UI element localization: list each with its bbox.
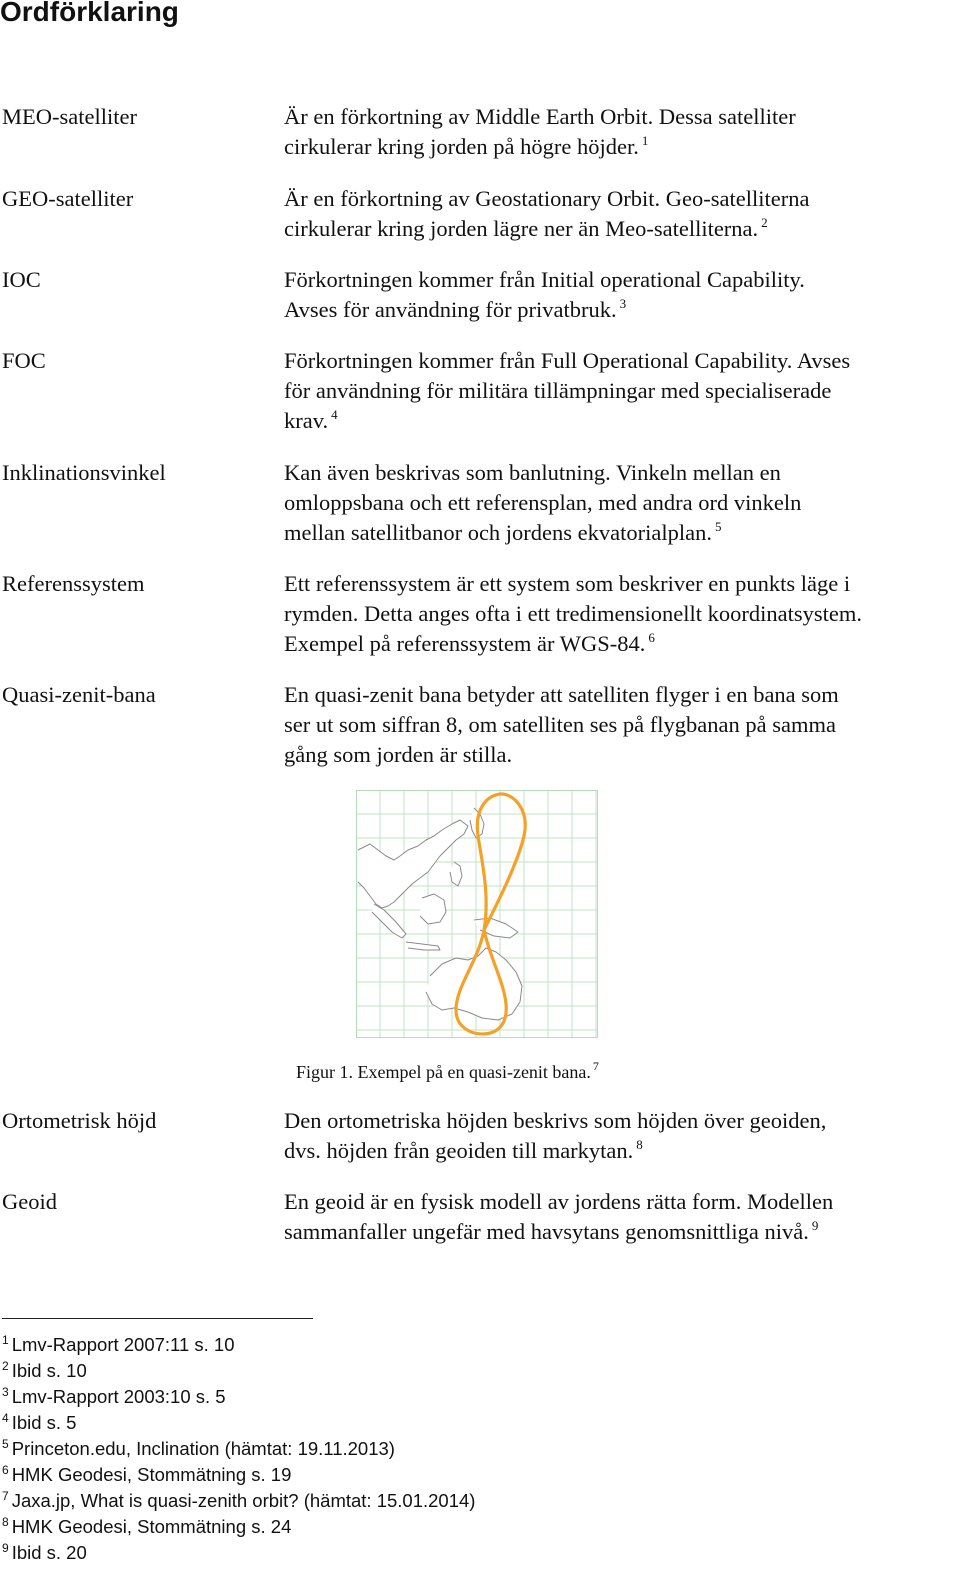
page-title: Ordförklaring — [0, 0, 179, 27]
footnote-ref[interactable]: 7 — [592, 1059, 599, 1073]
glossary-definition — [284, 1187, 960, 1247]
definition-text: Den ortometriska höjden beskrivs som höjden över geoiden, dvs. höjden från geoiden till markytan. — [284, 1108, 827, 1163]
footnote-ref[interactable]: 9 — [811, 1218, 819, 1233]
glossary-definition — [284, 680, 960, 770]
footnote-number: 5 — [2, 1437, 9, 1451]
footnote-2 — [2, 1358, 87, 1384]
glossary-term: Quasi-zenit-bana — [2, 682, 156, 707]
footnote-ref[interactable]: 5 — [714, 519, 722, 534]
glossary-definition — [284, 569, 960, 659]
footnote-text: Lmv-Rapport 2003:10 s. 5 — [11, 1386, 226, 1407]
footnote-3 — [2, 1384, 226, 1410]
footnote-text: Ibid s. 5 — [11, 1412, 77, 1433]
footnote-8 — [2, 1514, 291, 1540]
footnote-ref[interactable]: 2 — [761, 215, 768, 230]
orbit-map-image — [356, 790, 598, 1038]
footnote-text: Ibid s. 20 — [11, 1542, 87, 1563]
glossary-term: Geoid — [2, 1189, 57, 1214]
glossary-definition — [284, 265, 960, 325]
footnote-text: HMK Geodesi, Stommätning s. 24 — [11, 1516, 292, 1537]
definition-text: Är en förkortning av Geostationary Orbit. Geo-satelliterna cirkulerar kring jorden lägre ner än Meo-satelliterna. — [284, 186, 810, 241]
glossary-definition — [284, 346, 960, 436]
glossary-term: MEO-satelliter — [2, 104, 137, 129]
footnote-number: 1 — [2, 1333, 9, 1347]
footnote-ref[interactable]: 8 — [636, 1137, 643, 1152]
footnote-7 — [2, 1488, 475, 1514]
footnote-number: 6 — [2, 1463, 9, 1477]
footnote-text: Jaxa.jp, What is quasi-zenith orbit? (hämtat: 15.01.2014) — [11, 1490, 476, 1511]
definition-text: Förkortningen kommer från Initial operational Capability. Avses för användning för privatbruk. — [284, 267, 805, 322]
footnote-ref[interactable]: 1 — [641, 133, 649, 148]
definition-text: Ett referenssystem är ett system som beskriver en punkts läge i rymden. Detta anges ofta i ett tredimensionellt koordinatsystem. Exempel på referenssystem är WGS-84. — [284, 571, 862, 656]
footnote-ref[interactable]: 6 — [648, 630, 655, 645]
footnote-number: 9 — [2, 1541, 9, 1555]
figure-caption-text: Figur 1. Exempel på en quasi-zenit bana. — [296, 1062, 591, 1082]
footnote-number: 4 — [2, 1411, 9, 1425]
footnote-text: HMK Geodesi, Stommätning s. 19 — [11, 1464, 292, 1485]
footnote-6 — [2, 1462, 291, 1488]
definition-text: Är en förkortning av Middle Earth Orbit. Dessa satelliter cirkulerar kring jorden på högre höjder. — [284, 104, 796, 159]
definition-text: Kan även beskrivas som banlutning. Vinkeln mellan en omloppsbana och ett referensplan, med andra ord vinkeln mellan satellitbanor och jordens ekvatorialplan. — [284, 460, 802, 545]
footnote-text: Lmv-Rapport 2007:11 s. 10 — [11, 1334, 235, 1355]
footnote-ref[interactable]: 4 — [331, 407, 338, 422]
footnote-1 — [2, 1332, 235, 1358]
footnote-number: 2 — [2, 1359, 9, 1373]
definition-text: En geoid är en fysisk modell av jordens rätta form. Modellen sammanfaller ungefär med havsytans genomsnittliga nivå. — [284, 1189, 834, 1244]
footnote-ref[interactable]: 3 — [619, 296, 627, 311]
footnote-number: 8 — [2, 1515, 9, 1529]
footnote-4 — [2, 1410, 76, 1436]
glossary-definition — [284, 1106, 960, 1166]
footnote-number: 3 — [2, 1385, 9, 1399]
glossary-term: IOC — [2, 267, 41, 292]
definition-text: En quasi-zenit bana betyder att satelliten flyger i en bana som ser ut som siffran 8, om satelliten ses på flygbanan på samma gång som jorden är stilla. — [284, 682, 839, 767]
footnote-text: Ibid s. 10 — [11, 1360, 87, 1381]
glossary-term: GEO-satelliter — [2, 186, 134, 211]
quasi-zenith-orbit-figure — [356, 790, 598, 1038]
footnote-5 — [2, 1436, 395, 1462]
glossary-term: Referenssystem — [2, 571, 145, 596]
footnote-text: Princeton.edu, Inclination (hämtat: 19.11.2013) — [11, 1438, 395, 1459]
glossary-definition — [284, 458, 960, 548]
definition-text: Förkortningen kommer från Full Operational Capability. Avses för användning för militära tillämpningar med specialiserade krav. — [284, 348, 851, 433]
glossary-term: Inklinationsvinkel — [2, 460, 166, 485]
footnote-number: 7 — [2, 1489, 9, 1503]
glossary-term: FOC — [2, 348, 46, 373]
glossary-definition — [284, 184, 960, 244]
glossary-definition — [284, 102, 960, 162]
glossary-term: Ortometrisk höjd — [2, 1108, 157, 1133]
figure-caption — [296, 1059, 599, 1085]
footnote-9 — [2, 1540, 87, 1566]
footnote-separator — [2, 1318, 313, 1319]
